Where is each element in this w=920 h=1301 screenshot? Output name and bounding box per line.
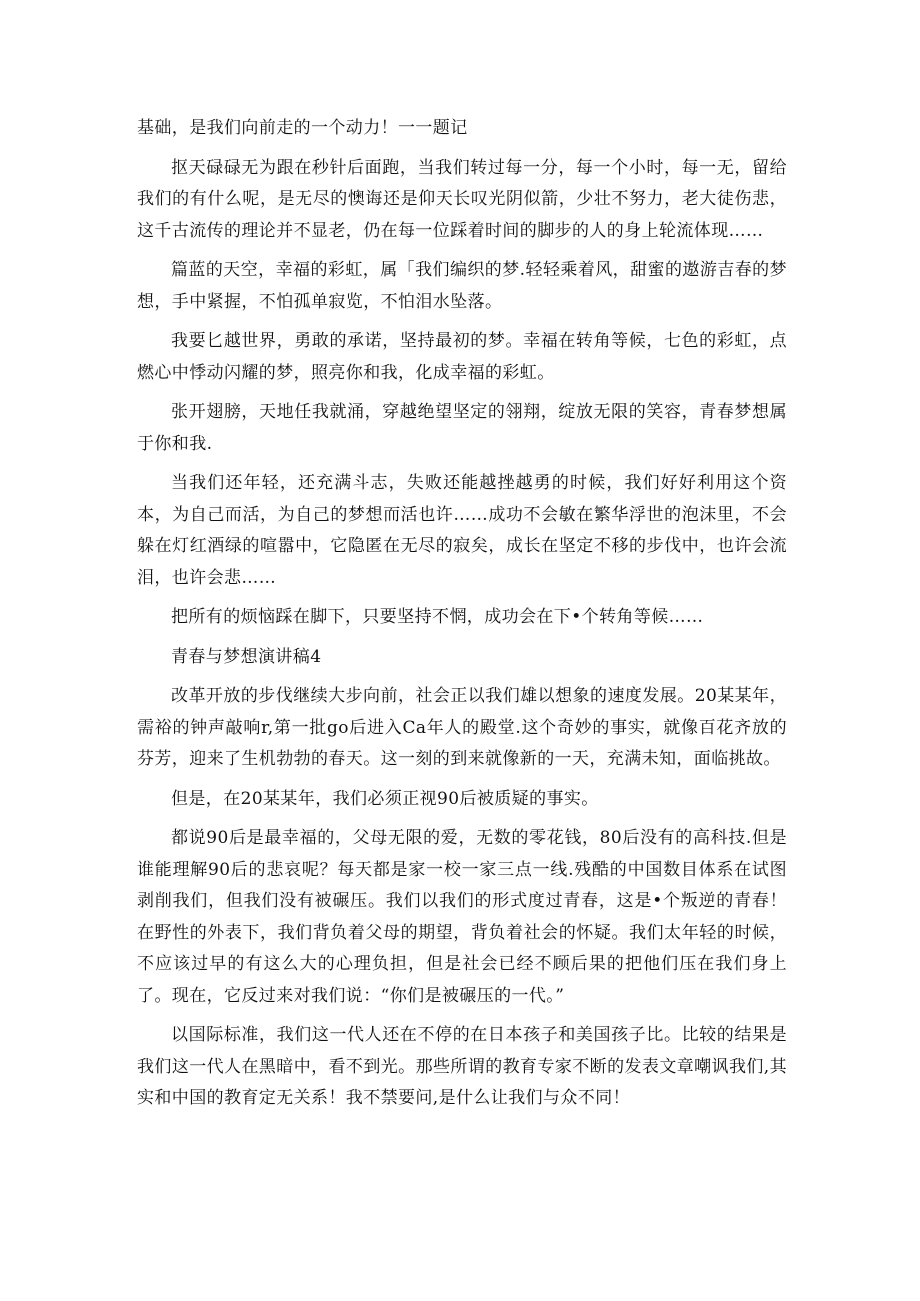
document-body xyxy=(137,113,787,1123)
paragraph: 我要匕越世界，勇敢的承诺，坚持最初的梦。幸福在转角等候，七色的彩虹，点燃心中悸动闪耀的梦，照亮你和我，化成幸福的彩虹。 xyxy=(137,331,787,383)
paragraph: 但是，在20某某年，我们必须正视90后被质疑的事实。 xyxy=(171,788,599,809)
paragraph: 改革开放的步伐继续大步向前，社会正以我们雄以想象的速度发展。20某某年，需裕的钟声敲响r,第一批go后进入Ca年人的殿堂.这个奇妙的事实，就像百花齐放的芬芳，迎来了生机勃勃的春天。这一刻的到来就像新的一天，充满未知，面临挑故。 xyxy=(137,686,787,769)
paragraph: 都说90后是最幸福的，父母无限的爱，无数的零花钱，80后没有的高科技.但是谁能理解90后的悲哀呢？每天都是家一校一家三点一线.残酷的中国数目体系在试图剥削我们，但我们没有被碾压。我们以我们的形式度过青春，这是•个叛逆的青春！在野性的外表下，我们背负着父母的期望，背负着社会的怀疑。我们太年轻的时候，不应该过早的有这么大的心理负担，但是社会已经不顾后果的把他们压在我们身上了。现在，它反过来对我们说：“你们是被碾压的一代。” xyxy=(137,828,787,1006)
paragraph: 基础，是我们向前走的一个动力！一一题记 xyxy=(137,118,468,138)
paragraph: 把所有的烦恼踩在脚下，只要坚持不惘，成功会在下•个转角等候…… xyxy=(171,607,704,627)
paragraph: 当我们还年轻，还充满斗志，失败还能越挫越勇的时候，我们好好利用这个资本，为自己而活，为自己的梦想而活也许……成功不会敏在繁华浮世的泡沫里，不会躲在灯红酒绿的喧嚣中，它隐匿在无尽的寂矣，成长在坚定不移的步伐中，也许会流泪，也许会悲…… xyxy=(137,473,787,588)
paragraph: 张开翅膀，天地任我就涌，穿越绝望坚定的翎翔，绽放无限的笑容，青春梦想属于你和我. xyxy=(137,402,787,454)
section-heading: 青春与梦想演讲稿4 xyxy=(171,646,322,667)
paragraph: 篇蓝的天空，幸福的彩虹，属「我们编织的梦.轻轻乘着风，甜蜜的遨游吉春的梦想，手中紧握，不怕孤单寂览，不怕泪水坠落。 xyxy=(137,260,787,312)
paragraph: 抠天碌碌无为跟在秒针后面跑，当我们转过每一分，每一个小时，每一无，留给我们的有什么呢，是无尽的懊诲还是仰天长叹光阴似箭，少壮不努力，老大徒伤悲，这千古流传的理论并不显老，仍在每一位踩着时间的脚步的人的身上轮流体现…… xyxy=(137,157,787,241)
paragraph: 以国际标准，我们这一代人还在不停的在日本孩子和美国孩子比。比较的结果是我们这一代人在黑暗中，看不到光。那些所谓的教育专家不断的发表文章嘲讽我们,其实和中国的教育定无关系！我不禁要问,是什么让我们与众不同！ xyxy=(137,1025,787,1108)
